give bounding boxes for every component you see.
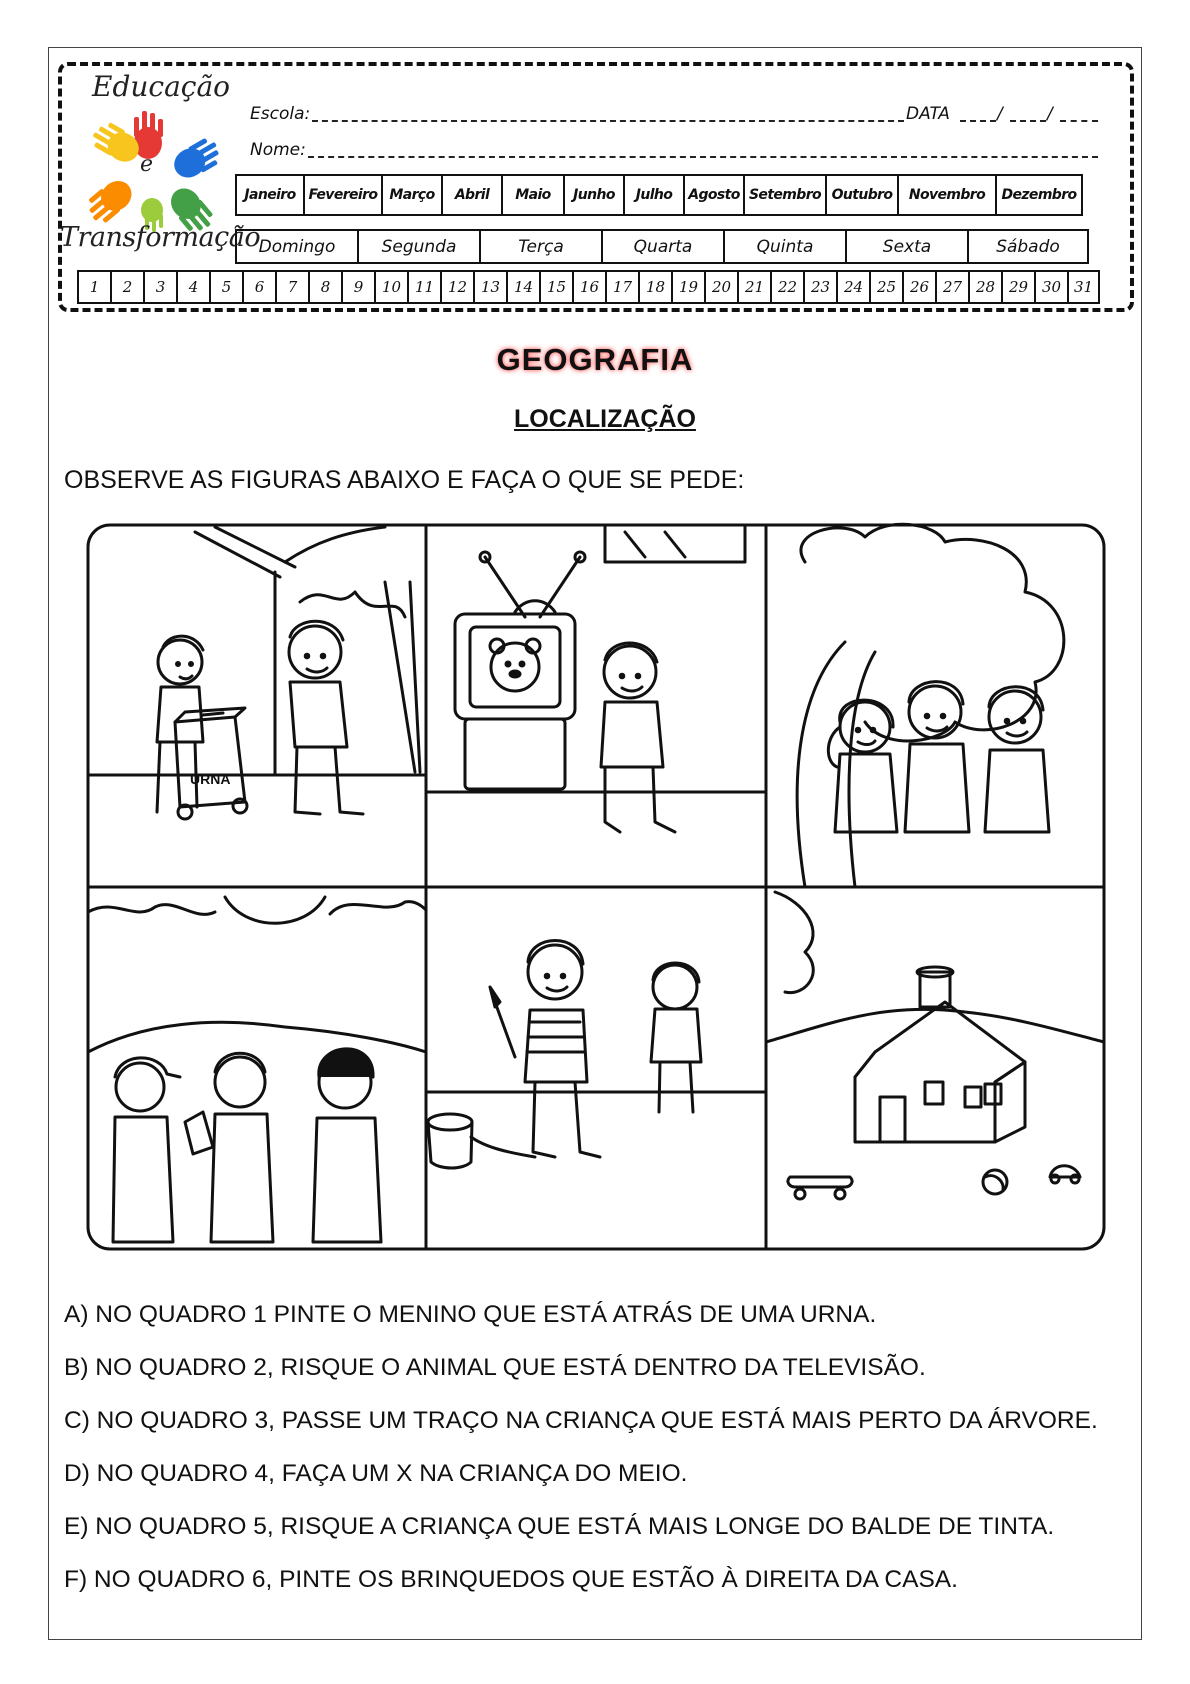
hand-orange bbox=[82, 174, 137, 227]
date-separator-2: / bbox=[1047, 104, 1053, 124]
name-label: Nome: bbox=[250, 140, 306, 160]
logo-top-text: Educação bbox=[92, 70, 231, 103]
panel-1 bbox=[88, 527, 426, 819]
panel-5 bbox=[426, 941, 766, 1169]
day-number-8[interactable]: 8 bbox=[308, 270, 341, 304]
day-number-25[interactable]: 25 bbox=[869, 270, 902, 304]
month-11[interactable]: Novembro bbox=[897, 174, 995, 216]
toy-car bbox=[1050, 1166, 1080, 1183]
weekday-1[interactable]: Domingo bbox=[235, 229, 357, 264]
day-number-4[interactable]: 4 bbox=[176, 270, 209, 304]
day-number-21[interactable]: 21 bbox=[737, 270, 770, 304]
ballot-box bbox=[175, 708, 247, 819]
boy-far-panel-5 bbox=[651, 963, 701, 1112]
boy-with-brush bbox=[490, 941, 600, 1158]
month-3[interactable]: Março bbox=[381, 174, 441, 216]
month-8[interactable]: Agosto bbox=[683, 174, 743, 216]
month-1[interactable]: Janeiro bbox=[235, 174, 303, 216]
hand-blue bbox=[169, 135, 225, 184]
day-number-3[interactable]: 3 bbox=[143, 270, 176, 304]
weekday-6[interactable]: Sexta bbox=[845, 229, 967, 264]
paint-bucket bbox=[428, 1114, 535, 1168]
day-number-18[interactable]: 18 bbox=[638, 270, 671, 304]
day-number-13[interactable]: 13 bbox=[473, 270, 506, 304]
date-month-field[interactable] bbox=[1010, 120, 1046, 122]
day-number-19[interactable]: 19 bbox=[671, 270, 704, 304]
panel-6 bbox=[766, 892, 1104, 1199]
day-number-12[interactable]: 12 bbox=[440, 270, 473, 304]
day-number-22[interactable]: 22 bbox=[770, 270, 803, 304]
day-number-14[interactable]: 14 bbox=[506, 270, 539, 304]
page-title: GEOGRAFIA bbox=[496, 342, 694, 377]
school-field[interactable] bbox=[312, 120, 904, 122]
date-day-field[interactable] bbox=[960, 120, 996, 122]
boy-right-panel-3 bbox=[985, 687, 1049, 832]
question-f: F) NO QUADRO 6, PINTE OS BRINQUEDOS QUE ESTÃO À DIREITA DA CASA. bbox=[64, 1566, 958, 1593]
day-number-10[interactable]: 10 bbox=[374, 270, 407, 304]
boy-panel-2 bbox=[601, 643, 675, 832]
day-number-17[interactable]: 17 bbox=[605, 270, 638, 304]
weekday-2[interactable]: Segunda bbox=[357, 229, 479, 264]
month-4[interactable]: Abril bbox=[441, 174, 501, 216]
girl-panel-3 bbox=[828, 700, 897, 832]
weekdays-row bbox=[235, 229, 1089, 264]
day-number-28[interactable]: 28 bbox=[968, 270, 1001, 304]
urn-label: URNA bbox=[190, 771, 231, 787]
instruction-text: OBSERVE AS FIGURAS ABAIXO E FAÇA O QUE SE PEDE: bbox=[64, 466, 745, 494]
day-number-31[interactable]: 31 bbox=[1067, 270, 1100, 304]
panel-4 bbox=[88, 897, 426, 1242]
date-year-field[interactable] bbox=[1060, 120, 1098, 122]
day-number-24[interactable]: 24 bbox=[836, 270, 869, 304]
day-number-7[interactable]: 7 bbox=[275, 270, 308, 304]
question-b: B) NO QUADRO 2, RISQUE O ANIMAL QUE ESTÁ DENTRO DA TELEVISÃO. bbox=[64, 1354, 926, 1381]
panel-2 bbox=[426, 525, 766, 832]
day-number-27[interactable]: 27 bbox=[935, 270, 968, 304]
day-number-1[interactable]: 1 bbox=[77, 270, 110, 304]
weekday-5[interactable]: Quinta bbox=[723, 229, 845, 264]
sun bbox=[225, 897, 325, 923]
weekday-4[interactable]: Quarta bbox=[601, 229, 723, 264]
month-10[interactable]: Outubro bbox=[825, 174, 897, 216]
month-6[interactable]: Junho bbox=[563, 174, 623, 216]
day-number-23[interactable]: 23 bbox=[803, 270, 836, 304]
weekday-3[interactable]: Terça bbox=[479, 229, 601, 264]
house bbox=[855, 967, 1025, 1142]
day-number-20[interactable]: 20 bbox=[704, 270, 737, 304]
name-field[interactable] bbox=[308, 156, 1098, 158]
day-number-30[interactable]: 30 bbox=[1034, 270, 1067, 304]
illustration-panels bbox=[85, 522, 1107, 1252]
boy-right-panel-1 bbox=[289, 621, 363, 814]
day-number-2[interactable]: 2 bbox=[110, 270, 143, 304]
day-numbers-row bbox=[77, 270, 1100, 304]
months-row bbox=[235, 174, 1083, 216]
month-12[interactable]: Dezembro bbox=[995, 174, 1083, 216]
child-right-panel-4 bbox=[313, 1049, 381, 1242]
date-label: DATA bbox=[906, 104, 950, 124]
day-number-29[interactable]: 29 bbox=[1001, 270, 1034, 304]
logo bbox=[60, 70, 261, 265]
day-number-15[interactable]: 15 bbox=[539, 270, 572, 304]
question-e: E) NO QUADRO 5, RISQUE A CRIANÇA QUE ESTÁ MAIS LONGE DO BALDE DE TINTA. bbox=[64, 1513, 1055, 1540]
day-number-9[interactable]: 9 bbox=[341, 270, 374, 304]
month-5[interactable]: Maio bbox=[501, 174, 563, 216]
month-2[interactable]: Fevereiro bbox=[303, 174, 381, 216]
date-separator-1: / bbox=[997, 104, 1003, 124]
day-number-5[interactable]: 5 bbox=[209, 270, 242, 304]
child-left-panel-4 bbox=[113, 1058, 180, 1242]
month-7[interactable]: Julho bbox=[623, 174, 683, 216]
ball bbox=[983, 1170, 1007, 1194]
day-number-6[interactable]: 6 bbox=[242, 270, 275, 304]
question-c: C) NO QUADRO 3, PASSE UM TRAÇO NA CRIANÇA QUE ESTÁ MAIS PERTO DA ÁRVORE. bbox=[64, 1407, 1098, 1434]
day-number-26[interactable]: 26 bbox=[902, 270, 935, 304]
skateboard bbox=[788, 1177, 852, 1199]
panel-3 bbox=[797, 524, 1064, 887]
boy-middle-panel-3 bbox=[905, 682, 969, 832]
day-number-16[interactable]: 16 bbox=[572, 270, 605, 304]
logo-middle-text: e bbox=[140, 152, 154, 177]
question-d: D) NO QUADRO 4, FAÇA UM X NA CRIANÇA DO MEIO. bbox=[64, 1460, 688, 1487]
page-subtitle: LOCALIZAÇÃO bbox=[514, 405, 696, 433]
school-label: Escola: bbox=[250, 104, 311, 124]
logo-bottom-text: Transformação bbox=[60, 222, 261, 253]
tv-bear bbox=[490, 639, 540, 691]
weekday-7[interactable]: Sábado bbox=[967, 229, 1089, 264]
child-middle-panel-4 bbox=[185, 1053, 273, 1242]
questions-list bbox=[64, 1300, 1098, 1618]
question-a: A) NO QUADRO 1 PINTE O MENINO QUE ESTÁ ATRÁS DE UMA URNA. bbox=[64, 1301, 877, 1328]
month-9[interactable]: Setembro bbox=[743, 174, 825, 216]
day-number-11[interactable]: 11 bbox=[407, 270, 440, 304]
